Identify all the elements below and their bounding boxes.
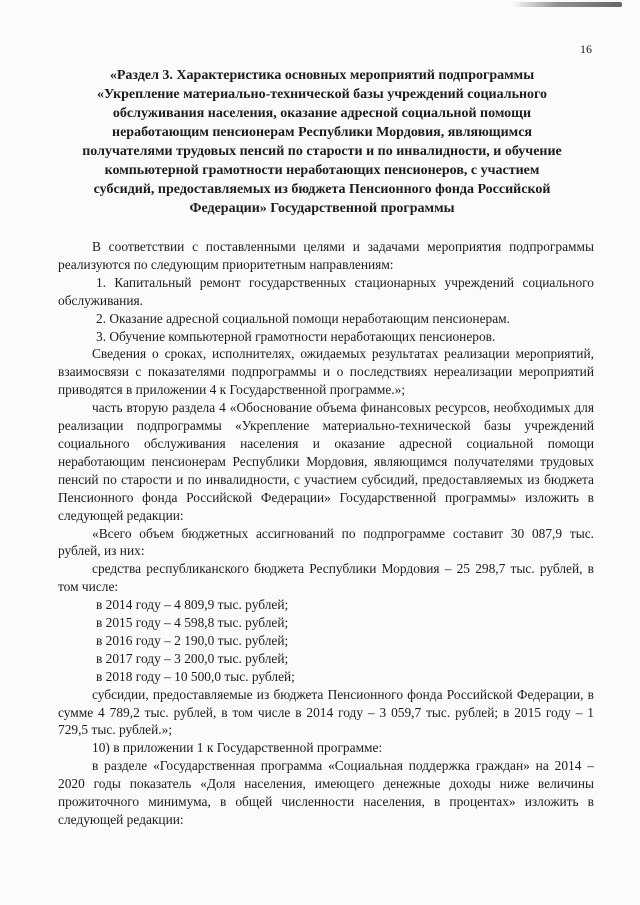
year-2016-line: в 2016 году – 2 190,0 тыс. рублей; [96, 632, 289, 648]
section-change-paragraph: в разделе «Государственная программа «Социальная поддержка граждан» на 2014 – 2020 годы показатель «Доля населения, имеющего денежные доходы ниже величины прожиточного минимума, в общей численности населения, в процентах» изложить в следующей редакции: [58, 758, 594, 827]
page-number: 16 [580, 42, 592, 56]
subsidies-paragraph: субсидии, предоставляемые из бюджета Пенсионного фонда Российской Федерации, в сумме 4 789,2 тыс. рублей, в том числе в 2014 году – 3 059,7 тыс. рублей; в 2015 году – 1 729,5 тыс. рублей.»; [58, 686, 594, 738]
info-paragraph: Сведения о сроках, исполнителях, ожидаемых результатах реализации мероприятий, взаимосвязи с показателями подпрограммы и о последствиях нереализации мероприятий приводятся в приложении 4 к Государственной программе.»; [58, 346, 594, 398]
year-2017-line: в 2017 году – 3 200,0 тыс. рублей; [96, 650, 289, 666]
list-item-2: 2. Оказание адресной социальной помощи неработающим пенсионерам. [96, 310, 510, 326]
list-item-1: 1. Капитальный ремонт государственных стационарных учреждений социального обслуживания. [58, 274, 594, 308]
heading-line: «Раздел 3. Характеристика основных мероприятий подпрограммы [109, 68, 535, 83]
heading-line: получателями трудовых пенсий по старости и по инвалидности, и обучение [82, 144, 562, 159]
section-heading [58, 66, 586, 218]
part-two-paragraph: часть вторую раздела 4 «Обоснование объема финансовых ресурсов, необходимых для реализации подпрограммы «Укрепление материально-технической базы учреждений социального обслуживания населения и оказание адресной социальной помощи неработающим пенсионерам Республики Мордовия, являющимся получателями трудовых пенсий по старости и по инвалидности, с участием субсидий, предоставляемых из бюджета Пенсионного фонда Российской Федерации» Государственной программы» изложить в следующей редакции: [58, 400, 594, 523]
total-paragraph: «Всего объем бюджетных ассигнований по подпрограмме составит 30 087,9 тыс. рублей, из них: [58, 525, 594, 559]
heading-line: компьютерной грамотности неработающих пенсионеров, с участием [104, 163, 540, 178]
intro-paragraph: В соответствии с поставленными целями и задачами мероприятия подпрограммы реализуются по следующим приоритетным направлениям: [58, 239, 594, 272]
heading-line: Федерации» Государственной программы [189, 201, 455, 216]
appendix-paragraph: 10) в приложении 1 к Государственной программе: [92, 740, 383, 756]
year-2014-line: в 2014 году – 4 809,9 тыс. рублей; [96, 597, 289, 613]
document-body [58, 238, 594, 829]
heading-line: неработающим пенсионерам Республики Мордовия, являющимся [112, 125, 532, 140]
year-2015-line: в 2015 году – 4 598,8 тыс. рублей; [96, 615, 289, 631]
scan-artifact [512, 2, 622, 7]
heading-line: «Укрепление материально-технической базы учреждений социального [96, 87, 548, 102]
republic-budget-paragraph: средства республиканского бюджета Республики Мордовия – 25 298,7 тыс. рублей, в том числе: [58, 561, 594, 595]
heading-line: субсидий, предоставляемых из бюджета Пенсионного фонда Российской [93, 182, 551, 197]
list-item-3: 3. Обучение компьютерной грамотности неработающих пенсионеров. [96, 328, 496, 344]
year-2018-line: в 2018 году – 10 500,0 тыс. рублей; [96, 668, 295, 684]
heading-line: обслуживания населения, оказание адресной социальной помощи [112, 106, 532, 121]
